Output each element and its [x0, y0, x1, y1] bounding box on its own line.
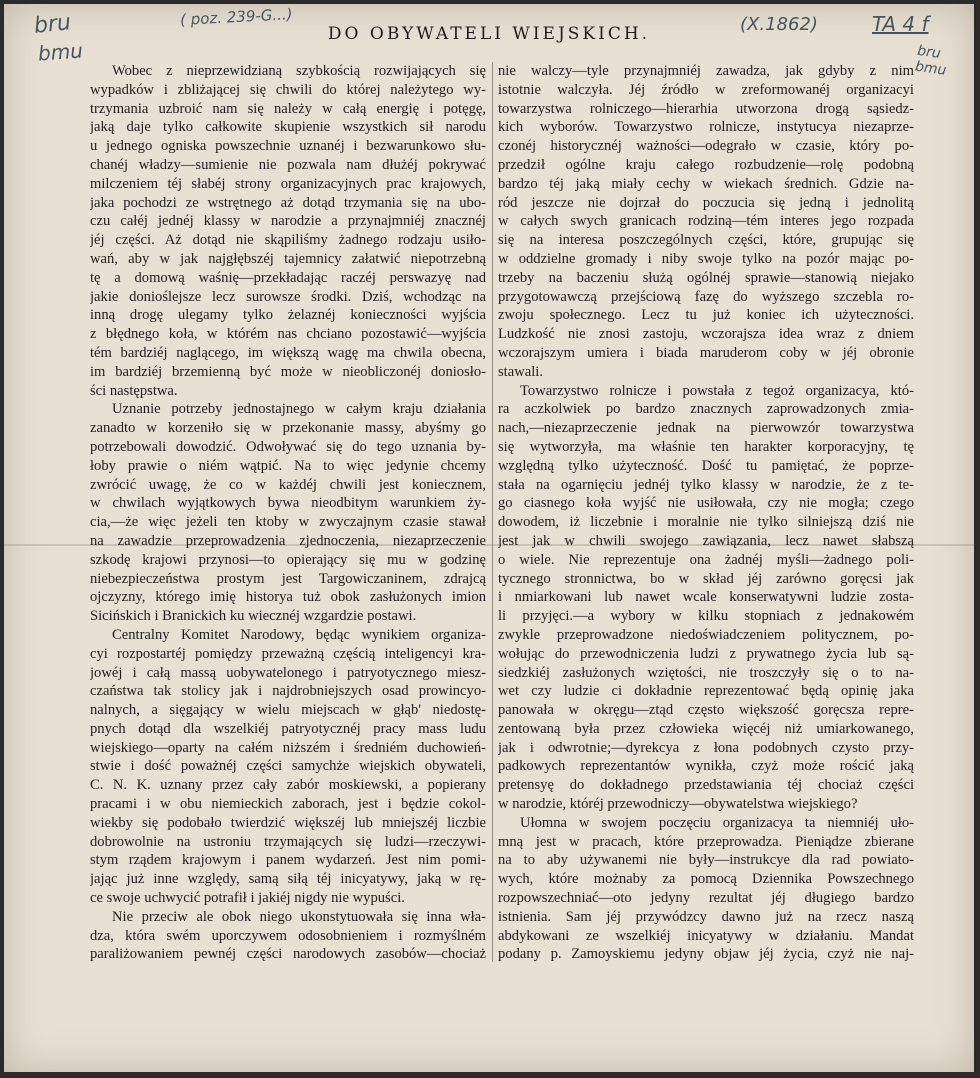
left-column-line: jaka pochodzi ze wstrętnego aż dotąd trzymania się na ubo- [90, 194, 486, 211]
left-column-line: ce swoje uchwycić potrafił i jakiéj nigdy nie wypuści. [90, 890, 405, 907]
left-column-line: Uznanie potrzeby jednostajnego w całym kraju działania [112, 401, 486, 418]
right-column-line: podany p. Zamoyskiemu jedyny objaw jéj życia, czyż nie naj- [498, 946, 914, 963]
right-column-line: nie walczy—tyle przynajmniéj zawadza, jak gdyby z nim [498, 63, 914, 79]
right-column-line: siedzkiéj zasłużonych wziętości, nie troszczyły się o to na- [498, 664, 914, 681]
right-column-line: mną jest w pracach, które przeprowadza. Pieniądze zbierane [498, 833, 914, 850]
right-column-line: kich wyborów. Towarzystwo rolnicze, instytucya niezaprze- [498, 119, 914, 136]
left-column-line: szkodę krajowi przynosi—to opierający się mu w godzinę [90, 551, 486, 568]
left-column-line: stwie i dość poważnéj części samychże wiejskich obywateli, [90, 758, 486, 775]
right-column-line: zwykle przeprowadzone niedoświadczeniem politycznem, po- [498, 626, 914, 643]
right-column-line: Ułomna w swojem poczęciu organizacya ta niemniéj uło- [520, 814, 914, 831]
right-column-line: jak i odwrotnie;—dyrekcya z łona podobnych czysto przy- [498, 739, 914, 756]
left-column-line: wiekby się podobało twierdzić większéj lub mniejszéj liczbie [90, 814, 486, 831]
right-column-line: czonéj historycznéj ważności—odegrało w czasie, który po- [498, 138, 914, 155]
document-sheet [4, 4, 974, 1072]
left-column-line: C. N. K. uznany przez cały zabór moskiewski, a popierany [90, 777, 486, 794]
left-column-line: na zawadzie przeprowadzenia zjednoczenia, niezaprzeczenie [90, 532, 486, 549]
left-column-line: paraliżowaniem pewnéj części narodowych zasobów—chociaż [90, 946, 486, 963]
left-column-line: jając już inne względy, samą siłą téj inicyatywy, jaką w rę- [90, 871, 486, 888]
left-column-line: milczeniem téj słabéj strony organizacyjnych prac krajowych, [90, 175, 486, 192]
right-column-line: nach,—niezaprzeczenie jednak na pierwowzór towarzystwa [498, 420, 914, 437]
handwritten-date: (X.1862) [740, 14, 818, 35]
right-column-line: i nmiarkowani lub nawet wcale konserwatywni ludzie zosta- [498, 589, 914, 606]
document-title: DO OBYWATELI WIEJSKICH. [327, 24, 651, 44]
left-column-line: jéj części. Aż dotąd nie skąpiliśmy żadnego rodzaju usiło- [90, 232, 486, 249]
left-text-column [90, 62, 486, 964]
right-column-line: w narodzie, któréj przewodniczy—obywatelstwa wiejskiego? [498, 796, 858, 813]
handwritten-note-top-left-2: bmu [37, 38, 84, 66]
right-column-line: Ludzkość nie znosi zastoju, wczorajsza idea wraz z dniem [498, 326, 914, 343]
left-column-line: cyi rozpostartéj pomiędzy przeważną częścią inteligencyi kra- [90, 645, 486, 662]
left-column-line: u jednego ogniska powszechnie uznanéj i bezwarunkowo słu- [90, 138, 486, 155]
left-column-line: z błędnego koła, w którém nas chciano pozostawić—wyjścia [90, 326, 486, 343]
right-text-column [498, 62, 914, 964]
left-column-line: czu całéj jednéj klassy w narodzie a przynajmniéj znacznéj [90, 213, 486, 230]
left-column-line: dza, która swém uporczywem odosobnieniem i rozmyślném [90, 927, 486, 944]
right-column-line: li przyjęci.—a wybory w kilku stopniach z jednakowém [498, 608, 914, 625]
right-column-line: w oddzielne gromady i niby swoje tylko na pozór mając po- [498, 250, 914, 267]
left-column-line: Nie przeciw ale obok niego ukonstytuowała się inna wła- [112, 908, 486, 925]
left-column-line: wypadków i zbliżającej się chwili do której należytego wy- [90, 81, 486, 98]
left-column-line: czaństwa tak stolicy jak i najdrobniejszych osad prowincyo- [90, 683, 486, 700]
right-column-line: jest jak w chwili swojego zawiązania, lecz nawet słabszą [498, 532, 914, 549]
right-column-line: się na interesa poszczególnych części, które, grupując się [498, 232, 914, 249]
left-column-line: jakie donioślejsze lecz surowsze środki. Dziś, wchodząc na [90, 288, 486, 305]
left-column-line: pnych dotąd dla wszelkiéj patryotycznéj pracy mass ludu [90, 720, 486, 737]
right-column-line: ra aczkolwiek po bardzo znacznych zaprowadzonych zmia- [498, 401, 914, 418]
right-column-line: pretensyę do dokładnego przedstawiania téj chociaż części [498, 777, 914, 794]
right-column-line: wołując do przewodniczenia ludzi z prywatnego życia lub są- [498, 645, 914, 662]
left-column-line: jaką daje tylko całkowite skupienie wszystkich sił narodu [90, 119, 486, 136]
right-column-line: wych, które możnaby za pomocą Dziennika Powszechnego [498, 871, 914, 888]
left-column-line: jowéj i całą massą uobywatelonego i patryotycznego miesz- [90, 664, 486, 681]
handwritten-note-top-left: bru [32, 10, 73, 39]
right-column-line: stała na ogarnięciu jednéj tylko klassy w narodzie, że z te- [498, 476, 914, 493]
left-column-line: tém bardziéj naglącego, im większą wagę ma chwila obecna, [90, 344, 486, 361]
handwritten-note-right-margin: bru bmu [914, 42, 948, 79]
right-column-line: zentowaną była przez człowieka więcéj niż umiarkowanego, [498, 720, 914, 737]
left-column-line: Centralny Komitet Narodowy, będąc wynikiem organiza- [112, 626, 486, 643]
handwritten-note-top-center: ( poz. 239-G...) [179, 5, 293, 29]
left-column-line: Sicińskich i Branickich ku wiecznéj wzgardzie postawi. [90, 608, 417, 625]
left-column-line: im bardziéj brzemienną być może w nieobliczonéj doniosło- [90, 363, 486, 380]
right-column-line: istotnie walczyła. Jéj źródło w zreformowanéj organizacyi [498, 81, 914, 98]
right-column-line: padkowych reprezentantów wynikła, czyż może rościć jaką [498, 758, 914, 775]
right-column-line: wczorajszym umiera i biada maruderom coby w jéj obronie [498, 344, 914, 361]
right-column-line: go ciasnego koła wyjść nie usiłowała, czy nie mogła; czego [498, 495, 914, 512]
right-column-line: istnienia. Sam jéj przywódzcy dawno już na rzecz naszą [498, 908, 914, 925]
left-column-line: wiejskiego—oparty na całém niższém i średniém duchowień- [90, 739, 486, 756]
right-column-line: abdykowani ze wszelkiéj inicyatywy w działaniu. Mandat [498, 927, 914, 944]
column-divider [492, 62, 493, 962]
left-column-line: ści następstwa. [90, 382, 178, 399]
right-column-line: zwoju społecznego. Lecz tu już koniec ich użyteczności. [498, 307, 914, 324]
left-column-line: niebezpieczeństwa prostym jest Targowiczaninem, zdrajcą [90, 570, 486, 587]
left-column-line: nalnych, a sięgający w wielu miejscach w głąb' niedostę- [90, 702, 486, 719]
right-column-line: dowodem, iż liczebnie i moralnie nie tylko silniejszą dziś nie [498, 514, 914, 531]
left-column-line: trzymania uzbroić nam się należy w całą energię i potęgę, [90, 100, 486, 117]
left-column-line: łoby prawie o niém wątpić. Na to więc jedynie chcemy [90, 457, 486, 474]
left-column-line: ojczyzny, którego imię historya tuż obok zasłużonych imion [90, 589, 486, 606]
left-column-line: inną drogę ulegamy tylko żelaznéj konieczności wyjścia [90, 307, 486, 324]
left-column-line: stym rządem krajowym i panem wydarzeń. Jest nim pomi- [90, 852, 486, 869]
right-column-line: tycznego stronnictwa, bo w skład jéj zarówno goręcsi jak [498, 570, 914, 587]
left-column-line: dobrowolnie na ustroniu trzymających się ludzi—rzeczywi- [90, 833, 486, 850]
right-column-line: względną tylko użyteczność. Dość tu pamiętać, że poprze- [498, 457, 914, 474]
right-column-line: panowała w okręgu—ztąd często większość goręcsza repre- [498, 702, 914, 719]
right-column-line: w całych swych granicach rodziną—tém interes jego rozpada [498, 213, 914, 230]
right-column-line: trzeby na baczeniu służą ogólnéj sprawie—stanowią niejako [498, 269, 914, 286]
left-column-line: Wobec z nieprzewidzianą szybkością rozwijających się [112, 63, 486, 79]
right-column-line: przedził ogólne kraju całego rozbudzenie—rolę podobną [498, 156, 914, 173]
right-column-line: bardzo téj jaką miały cechy w wiekach średnich. Gdzie na- [498, 175, 914, 192]
right-column-line: stawali. [498, 363, 543, 380]
right-column-line: rozpowszechniać—oto jedyny rezultat jéj długiego bardzo [498, 890, 914, 907]
left-column-line: chanéj władzy—sumienie nie pozwala nam dłużéj pokrywać [90, 156, 486, 173]
right-column-line: na to aby używanemi nie były—instrukcye dla rad powiato- [498, 852, 914, 869]
left-column-line: cia,—że więc jeżeli ten ktoby w zwyczajnym czasie stawał [90, 514, 486, 531]
left-column-line: tę a domową waśnię—przekładając raczéj perswazyę nad [90, 269, 486, 286]
left-column-line: zwrócić uwagę, że co w każdéj chwili jest koniecznem, [90, 476, 486, 493]
right-column-line: się wytworzyła, ma właśnie ten harakter korporacyjny, tę [498, 438, 914, 455]
left-column-line: potrzebowali dowodzić. Odwoływać się do tego uznania by- [90, 438, 486, 455]
right-column-line: ród jeszcze nie dojrzał do poczucia się jedną i jednolitą [498, 194, 914, 211]
right-column-line: towarzystwa rolniczego—hierarhia utworzona drogą sąsiedz- [498, 100, 914, 117]
left-column-line: w chwilach wyjątkowych bywa nieodbitym warunkiem ży- [90, 495, 486, 512]
left-column-line: wań, aby w jak najgłębszéj tajemnicy załatwić niepotrzebną [90, 250, 486, 267]
left-column-line: zanadto w korzeniło się w przekonanie massy, abyśmy go [90, 420, 486, 437]
right-column-line: wet czy ludzie ci dokładnie reprezentować będą opinię jaka [498, 683, 914, 700]
left-column-line: pracami i w obu niemieckich zaborach, jest i będzie cokol- [90, 796, 486, 813]
right-column-line: Towarzystwo rolnicze i powstała z tegoż organizacya, któ- [520, 382, 914, 399]
right-column-line: o wiele. Nie reprezentuje ona żadnéj myśli—żadnego poli- [498, 551, 914, 568]
right-column-line: przygotowawczą przejściową fazę do wyższego szczebla ro- [498, 288, 914, 305]
handwritten-archive-code: TA 4 f [872, 12, 929, 36]
